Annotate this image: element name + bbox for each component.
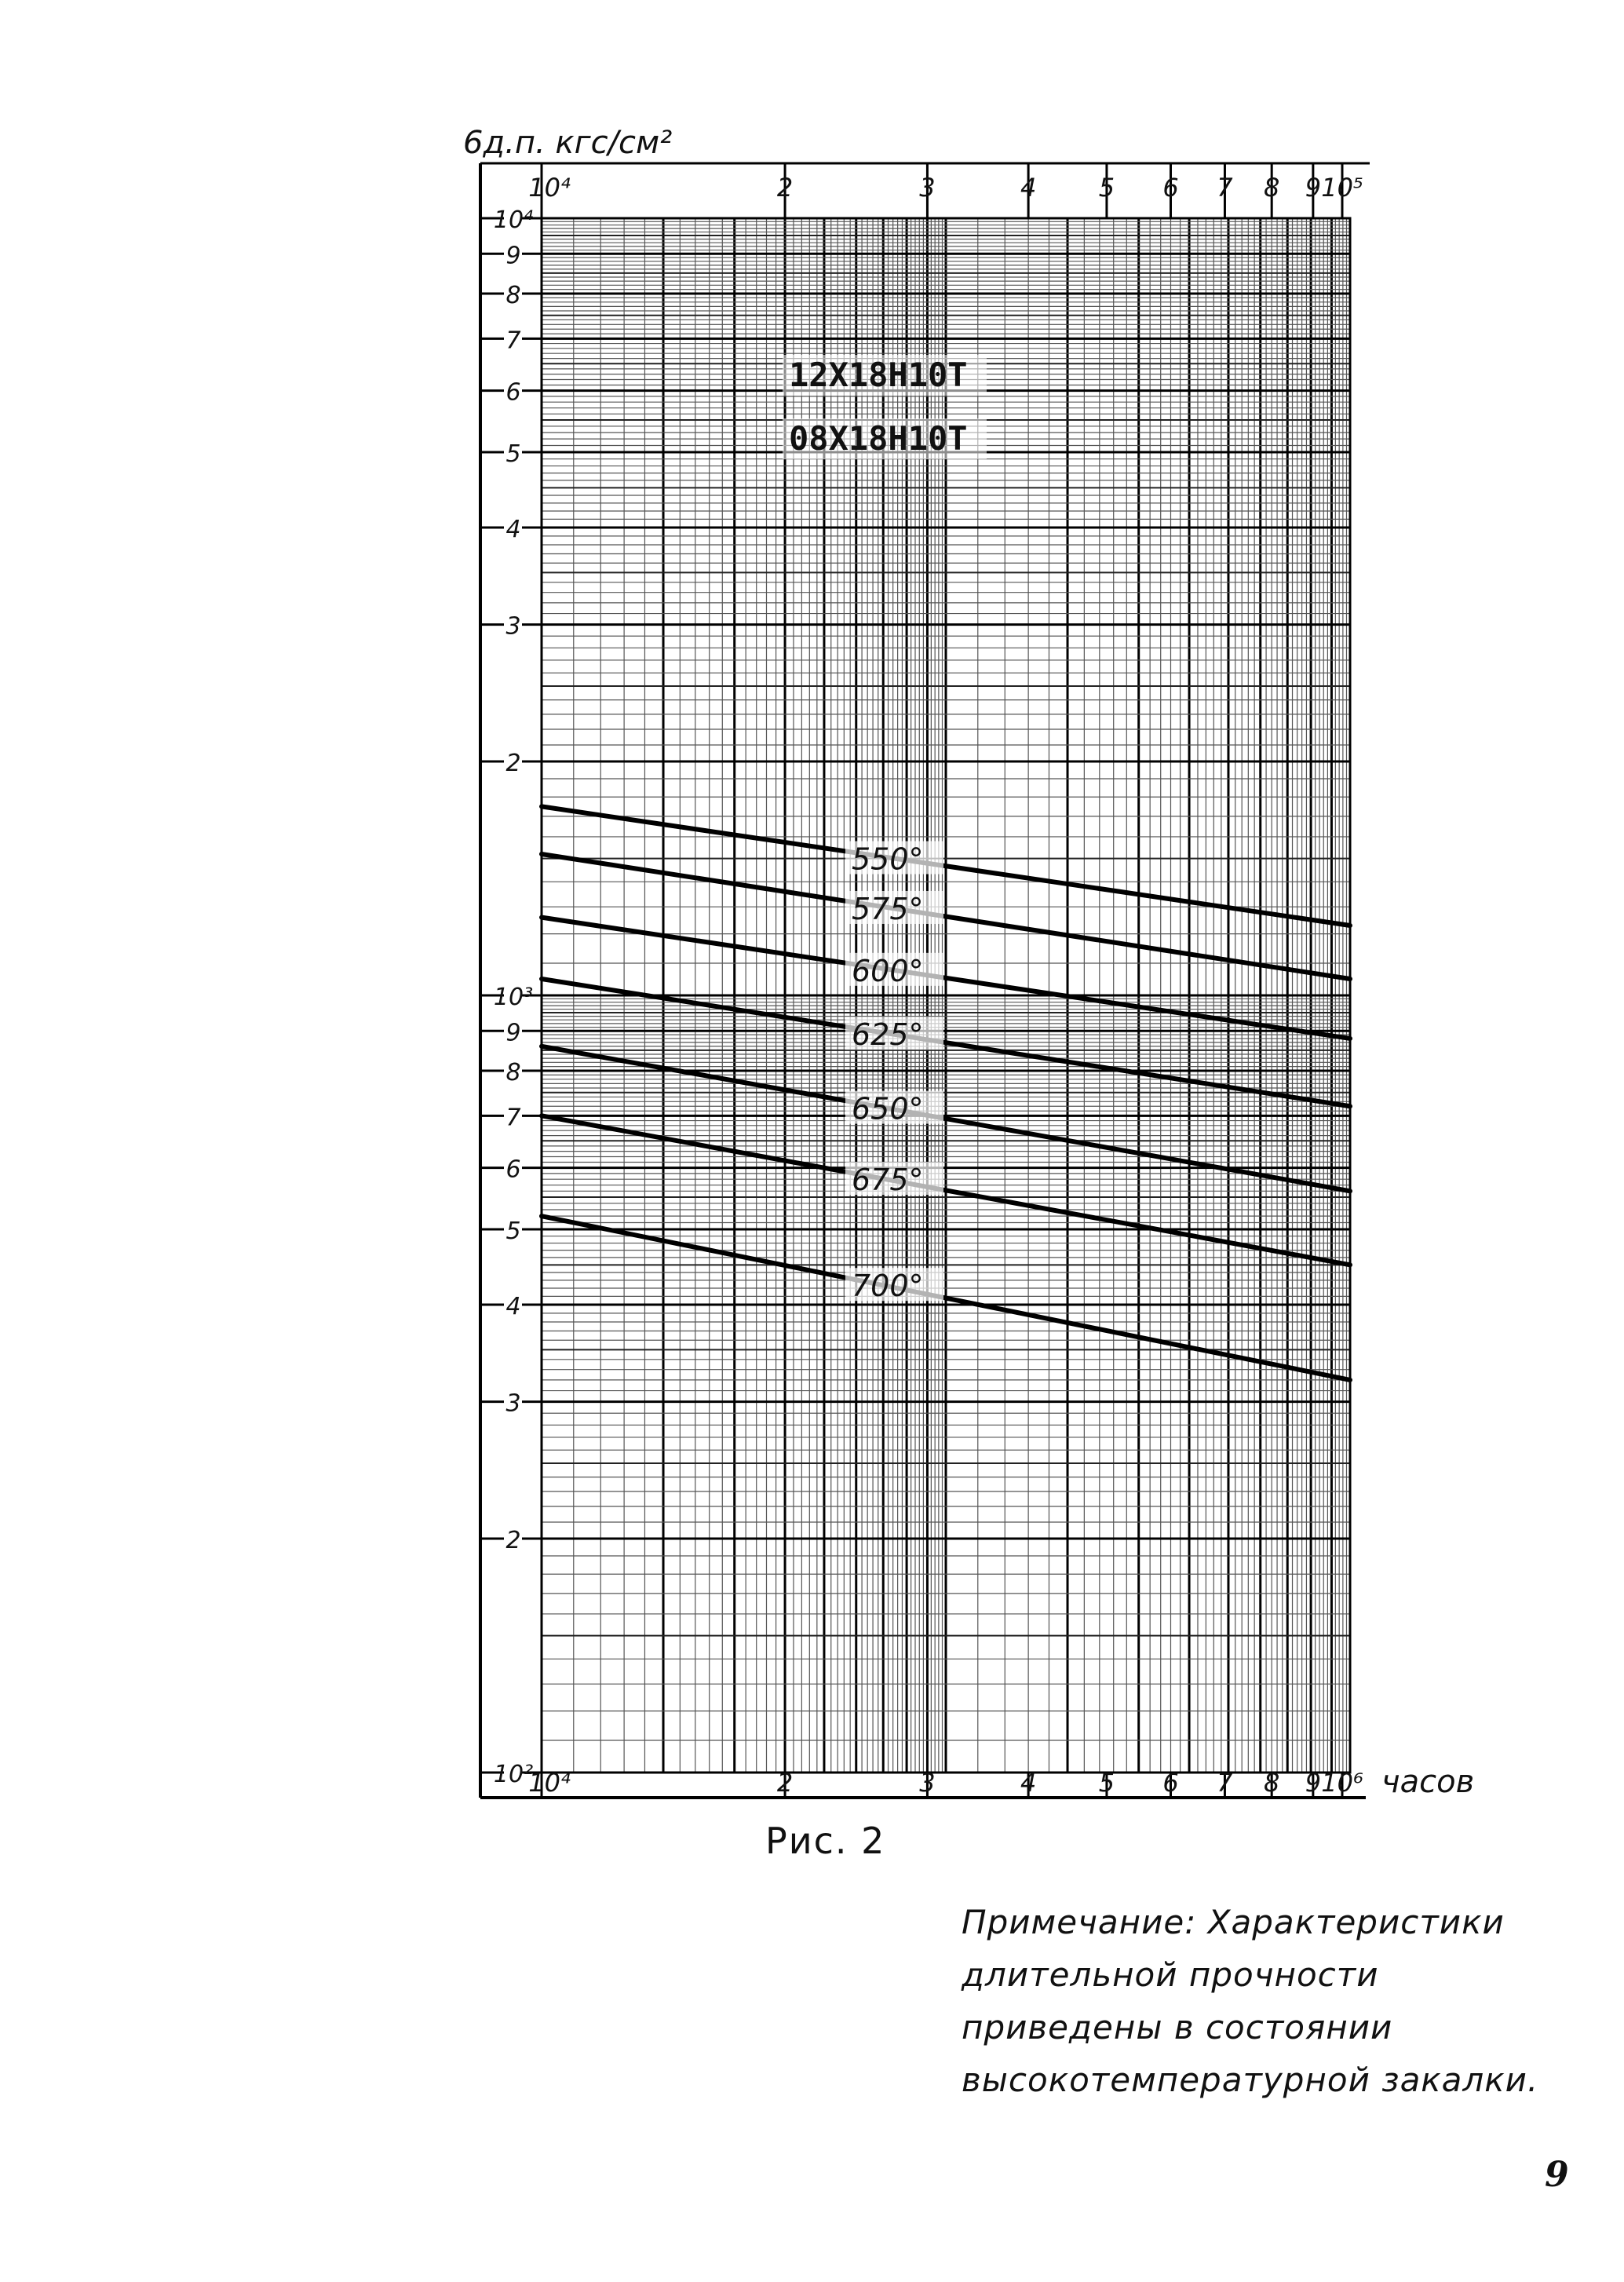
x-tick-label-top: 3 [919,173,936,203]
x-tick-label-bottom: 10⁴ [528,1768,571,1798]
y-tick-label: 10³ [493,984,534,1011]
figure-note: Примечание: Характеристики длительной прочности приведены в состоянии высокотемпературной закалки. [962,1903,1539,2099]
steel-grade-annotation: 12Х18Н10Т [789,356,968,394]
x-tick-label-top: 7 [1217,173,1233,203]
y-tick-label: 10⁴ [493,206,534,234]
chart-labels [463,125,1474,1800]
x-axis-title: часов [1381,1764,1475,1800]
y-tick-label: 9 [505,1019,521,1047]
x-tick-label-bottom: 4 [1020,1768,1037,1798]
y-tick-label: 2 [505,749,521,777]
x-tick-label-bottom: 10⁶ [1321,1768,1363,1798]
figure-caption: Рис. 2 [765,1820,886,1862]
series-label-2: 575° [852,891,924,926]
series-label-4: 625° [852,1017,924,1053]
y-tick-label: 3 [505,612,521,641]
y-tick-label: 4 [505,1292,521,1320]
y-axis-title: 6д.п. кгс/см² [463,125,673,161]
x-tick-label-top: 4 [1020,173,1037,203]
y-tick-label: 9 [505,242,521,270]
y-tick-label: 3 [505,1389,521,1418]
y-tick-label: 6 [505,378,521,407]
x-tick-label-bottom: 7 [1217,1768,1233,1798]
x-tick-label-top: 10⁵ [1321,173,1363,203]
y-tick-label: 2 [505,1526,521,1554]
x-tick-label-top: 2 [776,173,794,203]
series-label-6: 675° [852,1163,924,1198]
x-tick-label-top: 9 [1305,173,1322,203]
x-tick-label-bottom: 6 [1162,1768,1179,1798]
x-tick-label-bottom: 5 [1098,1768,1115,1798]
x-tick-label-bottom: 8 [1264,1768,1280,1798]
series-label-1: 550° [852,842,924,877]
y-tick-label: 7 [505,327,521,355]
x-tick-label-bottom: 2 [776,1768,794,1798]
y-tick-label: 5 [505,1218,521,1246]
x-tick-label-top: 8 [1264,173,1280,203]
series-label-5: 650° [852,1091,924,1126]
y-tick-label: 5 [505,440,521,469]
y-tick-label: 8 [505,1058,521,1086]
y-tick-label: 4 [505,515,521,543]
y-tick-label: 8 [505,281,521,309]
series-label-7: 700° [852,1269,924,1304]
x-tick-label-bottom: 9 [1305,1768,1322,1798]
page-number: 9 [1545,2155,1569,2195]
steel-grade-annotation: 08Х18Н10Т [789,419,968,458]
x-tick-label-top: 10⁴ [528,173,571,203]
series-label-3: 600° [852,953,924,988]
x-tick-label-bottom: 3 [919,1768,936,1798]
y-tick-label: 10² [493,1761,534,1788]
x-tick-label-top: 6 [1162,173,1179,203]
y-tick-label: 6 [505,1156,521,1184]
x-tick-label-top: 5 [1098,173,1115,203]
y-tick-label: 7 [505,1104,521,1132]
